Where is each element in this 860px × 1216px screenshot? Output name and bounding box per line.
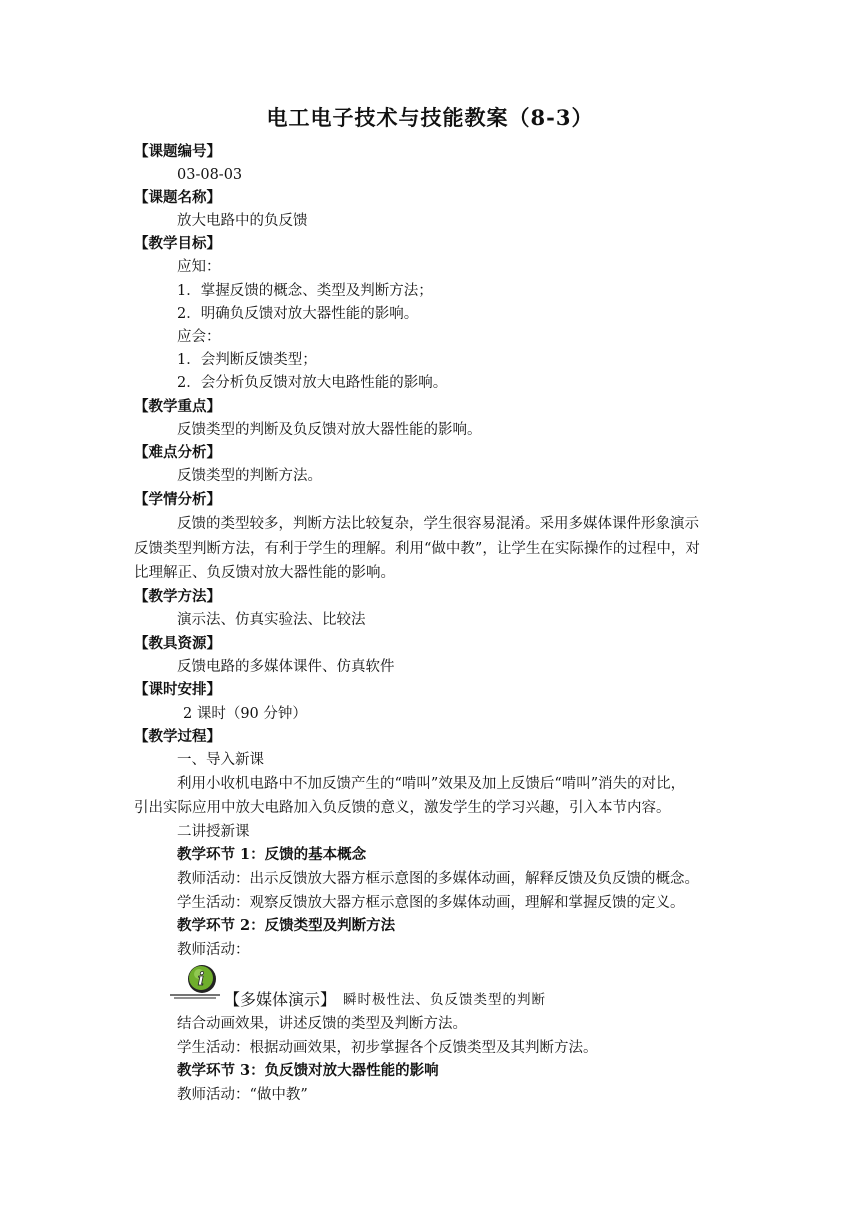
process-intro: 一、导入新课	[177, 752, 264, 768]
step-3-teacher: 教师活动：“做中教”	[177, 1087, 308, 1103]
multimedia-text: 瞬时极性法、负反馈类型的判断	[343, 992, 546, 1008]
svg-text:i: i	[197, 969, 205, 990]
topic-name-heading: 【课题名称】	[134, 189, 221, 206]
methods: 演示法、仿真实验法、比较法	[177, 612, 366, 628]
step-1-student: 学生活动：观察反馈放大器方框示意图的多媒体动画，理解和掌握反馈的定义。	[177, 895, 685, 911]
step-2-heading: 教学环节 2：反馈类型及判断方法	[177, 917, 396, 934]
goals-know-item: 2．明确负反馈对放大器性能的影响。	[177, 306, 419, 322]
step-2-teacher-text: 结合动画效果，讲述反馈的类型及判断方法。	[177, 1016, 467, 1032]
process-heading: 【教学过程】	[134, 728, 221, 745]
step-2-teacher: 教师活动：	[177, 942, 250, 958]
step-1-heading: 教学环节 1：反馈的基本概念	[177, 846, 367, 863]
goals-know-item: 1．掌握反馈的概念、类型及判断方法；	[177, 283, 433, 299]
topic-name: 放大电路中的负反馈	[177, 213, 308, 229]
key-points-heading: 【教学重点】	[134, 398, 221, 415]
difficulty: 反馈类型的判断方法。	[177, 468, 322, 484]
students-heading: 【学情分析】	[134, 491, 221, 508]
step-3-heading: 教学环节 3：负反馈对放大器性能的影响	[177, 1062, 439, 1079]
topic-number: 03-08-03	[177, 167, 243, 183]
goals-heading: 【教学目标】	[134, 235, 221, 252]
goals-know-label: 应知：	[177, 259, 221, 275]
multimedia-label: 【多媒体演示】	[224, 990, 337, 1009]
schedule-heading: 【课时安排】	[134, 681, 221, 698]
methods-heading: 【教学方法】	[134, 588, 221, 605]
resources: 反馈电路的多媒体课件、仿真软件	[177, 659, 395, 675]
students-text: 比理解正、负反馈对放大器性能的影响。	[134, 565, 395, 581]
students-text: 反馈类型判断方法，有利于学生的理解。利用“做中教”，让学生在实际操作的过程中，对	[134, 541, 700, 557]
topic-number-heading: 【课题编号】	[134, 143, 221, 160]
key-points: 反馈类型的判断及负反馈对放大器性能的影响。	[177, 422, 482, 438]
info-icon	[168, 964, 224, 1000]
step-2-student: 学生活动：根据动画效果，初步掌握各个反馈类型及其判断方法。	[177, 1040, 598, 1056]
resources-heading: 【教具资源】	[134, 635, 221, 652]
schedule: 2 课时（90 分钟）	[183, 706, 307, 722]
difficulty-heading: 【难点分析】	[134, 444, 221, 461]
goals-can-item: 2．会分析负反馈对放大电路性能的影响。	[177, 375, 448, 391]
goals-can-item: 1．会判断反馈类型；	[177, 352, 317, 368]
process-intro-text: 利用小收机电路中不加反馈产生的“啃叫”效果及加上反馈后“啃叫”消失的对比，	[177, 776, 686, 792]
document-title: 电工电子技术与技能教案（8-3）	[266, 105, 594, 130]
goals-can-label: 应会：	[177, 329, 221, 345]
process-new: 二讲授新课	[177, 824, 250, 840]
step-1-teacher: 教师活动：出示反馈放大器方框示意图的多媒体动画，解释反馈及负反馈的概念。	[177, 871, 699, 887]
process-intro-text: 引出实际应用中放大电路加入负反馈的意义，激发学生的学习兴趣，引入本节内容。	[134, 800, 671, 816]
students-text: 反馈的类型较多，判断方法比较复杂，学生很容易混淆。采用多媒体课件形象演示	[177, 516, 699, 532]
